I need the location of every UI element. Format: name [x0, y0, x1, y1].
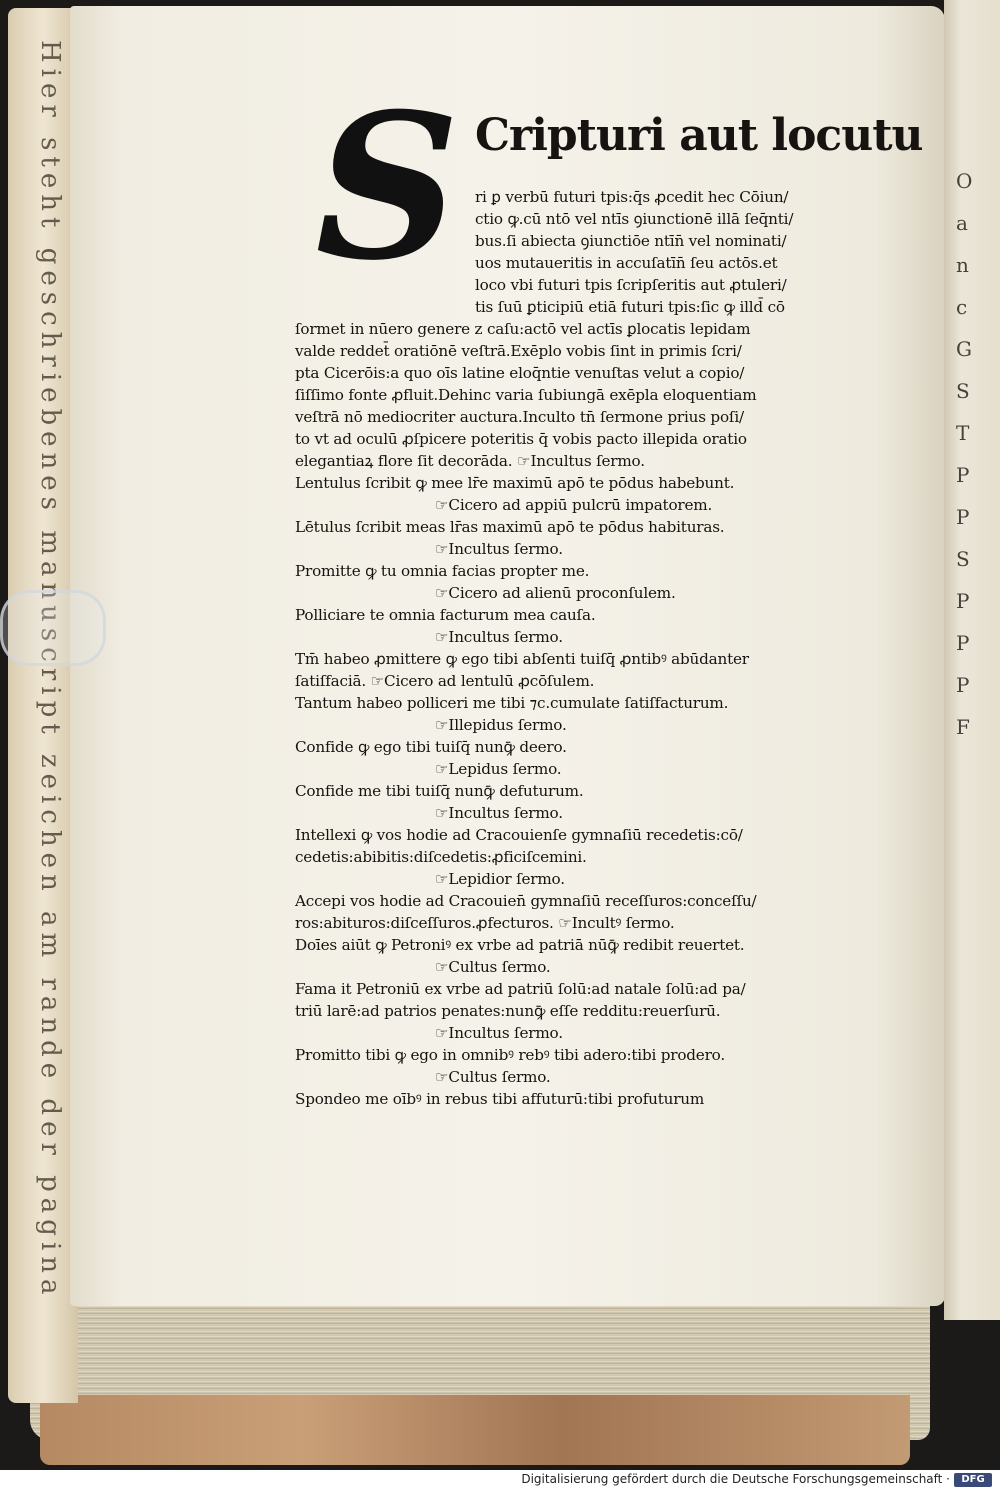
text-line: ſiſſimo fonte ꝓfluit.Dehinc varia ſubiungā exēpla eloquentiam: [295, 386, 757, 404]
facing-fragment: P: [956, 463, 970, 487]
text-line: ros:abituros:diſceſſuros.ꝓfecturos. ☞Incultꝰ ſermo.: [295, 914, 675, 932]
text-line: ☞Cultus ſermo.: [435, 958, 551, 976]
facing-fragment: F: [956, 715, 970, 739]
footer-credit: Digitalisierung gefördert durch die Deutsche Forschungsgemeinschaft ·: [521, 1472, 950, 1486]
facing-fragment: a: [956, 211, 968, 235]
text-line: elegantiaꝝ flore ſit decorāda. ☞Incultus ſermo.: [295, 452, 645, 470]
facing-fragment: S: [956, 547, 970, 571]
decorated-initial: S: [315, 70, 460, 305]
text-line: Promitte ꝙ tu omnia facias propter me.: [295, 562, 590, 580]
text-line: triū larē:ad patrios penates:nunꝙ̄ eſſe redditu:reuerſurū.: [295, 1002, 721, 1020]
text-line: ☞Incultus ſermo.: [435, 1024, 563, 1042]
text-line: uos mutaueritis in accuſatīn̄ ſeu actōs.et: [475, 254, 778, 272]
text-line: Polliciare te omnia facturum mea cauſa.: [295, 606, 596, 624]
facing-fragment: P: [956, 589, 970, 613]
text-line: to vt ad oculū ꝓſpicere poteritis q̄ vobis pacto illepida oratio: [295, 430, 747, 448]
dfg-logo: DFG: [954, 1473, 992, 1487]
footer-bar: [0, 1470, 1000, 1491]
text-line: ſatiſfaciā. ☞Cicero ad lentulū ꝓcōſulem.: [295, 672, 595, 690]
book-leather-cover: [40, 1395, 910, 1465]
text-line: ri ꝑ verbū futuri tpis:q̄s ꝓcedit hec Cōiun/: [475, 188, 789, 206]
text-line: veſtrā nō mediocriter auctura.Inculto tn̄ ſermone prius poſi/: [295, 408, 744, 426]
facing-fragment: P: [956, 631, 970, 655]
facing-fragment: P: [956, 673, 970, 697]
spine-manuscript-text: Hier steht geschriebenes manuscript zeichen am rande der pagina: [35, 40, 65, 1301]
text-line: ☞Lepidus ſermo.: [435, 760, 562, 778]
text-line: bus.ſi abiecta ꝯiunctiōe ntīn̄ vel nominati/: [475, 232, 787, 250]
text-line: Accepi vos hodie ad Cracouien̄ gymnaſiū receſſuros:conceſſu/: [295, 892, 757, 910]
text-line: Fama it Petroniū ex vrbe ad patriū ſolū:ad natale ſolū:ad pa/: [295, 980, 746, 998]
text-line: Lētulus ſcribit meas lr̄as maximū apō te pōdus habituras.: [295, 518, 725, 536]
text-line: pta Cicerōis:a quo oīs latine eloq̄ntie venuſtas velut a copio/: [295, 364, 745, 382]
text-line: tis ſuū ꝑticipiū etiā futuri tpis:ſic ꝙ illd̄ cō: [475, 298, 785, 316]
text-line: ſormet in nūero genere z caſu:actō vel actīs ꝑlocatis lepidam: [295, 320, 751, 338]
text-line: cedetis:abibitis:diſcedetis:ꝓficiſcemini.: [295, 848, 587, 866]
text-line: Confide ꝙ ego tibi tuiſq̄ nunꝙ̄ deero.: [295, 738, 567, 756]
text-line: ☞Cultus ſermo.: [435, 1068, 551, 1086]
text-line: Lentulus ſcribit ꝙ mee lr̄e maximū apō te pōdus habebunt.: [295, 474, 735, 492]
printed-text-block: [295, 70, 923, 1108]
text-line: Promitto tibi ꝙ ego in omnibꝰ rebꝰ tibi adero:tibi prodero.: [295, 1046, 725, 1064]
text-line: Confide me tibi tuiſq̄ nunꝙ̄ defuturum.: [295, 782, 584, 800]
text-line: Spondeo me oībꝰ in rebus tibi affuturū:tibi profuturum: [295, 1090, 705, 1108]
text-line: Tm̄ habeo ꝓmittere ꝙ ego tibi abſenti tuiſq̄ ꝓntibꝰ abūdanter: [295, 650, 749, 668]
headline-text: Cripturi aut locutu: [475, 110, 923, 161]
facing-fragment: T: [956, 421, 970, 445]
facing-fragment: O: [956, 169, 973, 193]
text-line: ☞Incultus ſermo.: [435, 804, 563, 822]
text-line: valde reddet̄ oratiōnē veſtrā.Exēplo vobis ſint in primis ſcri/: [295, 342, 742, 360]
text-line: ☞Lepidior ſermo.: [435, 870, 565, 888]
text-line: ☞Cicero ad alienū proconſulem.: [435, 584, 676, 602]
facing-fragment: S: [956, 379, 970, 403]
facing-fragment: n: [956, 253, 969, 277]
facing-fragment: c: [956, 295, 968, 319]
text-line: ☞Cicero ad appiū pulcrū impatorem.: [435, 496, 713, 514]
facing-page-text: [956, 160, 1000, 1060]
text-line: ctio ꝙ.cū ntō vel ntīs ꝯiunctionē illā ſeq̄nti/: [475, 210, 794, 228]
text-line: Tantum habeo polliceri me tibi ⁊c.cumulate ſatiſfacturum.: [295, 694, 729, 712]
facing-fragment: P: [956, 505, 970, 529]
text-line: Doīes aiūt ꝙ Petroniꝰ ex vrbe ad patriā nūꝙ̄ redibit reuertet.: [295, 936, 745, 954]
text-line: ☞Illepidus ſermo.: [435, 716, 567, 734]
text-line: loco vbi futuri tpis ſcripſeritis aut ꝓtuleri/: [475, 276, 787, 294]
text-line: ☞Incultus ſermo.: [435, 628, 563, 646]
facing-fragment: G: [956, 337, 972, 361]
text-line: ☞Incultus ſermo.: [435, 540, 563, 558]
page-clip: [0, 590, 106, 666]
text-line: Intellexi ꝙ vos hodie ad Cracouienſe gymnaſiū recedetis:cō/: [295, 826, 743, 844]
